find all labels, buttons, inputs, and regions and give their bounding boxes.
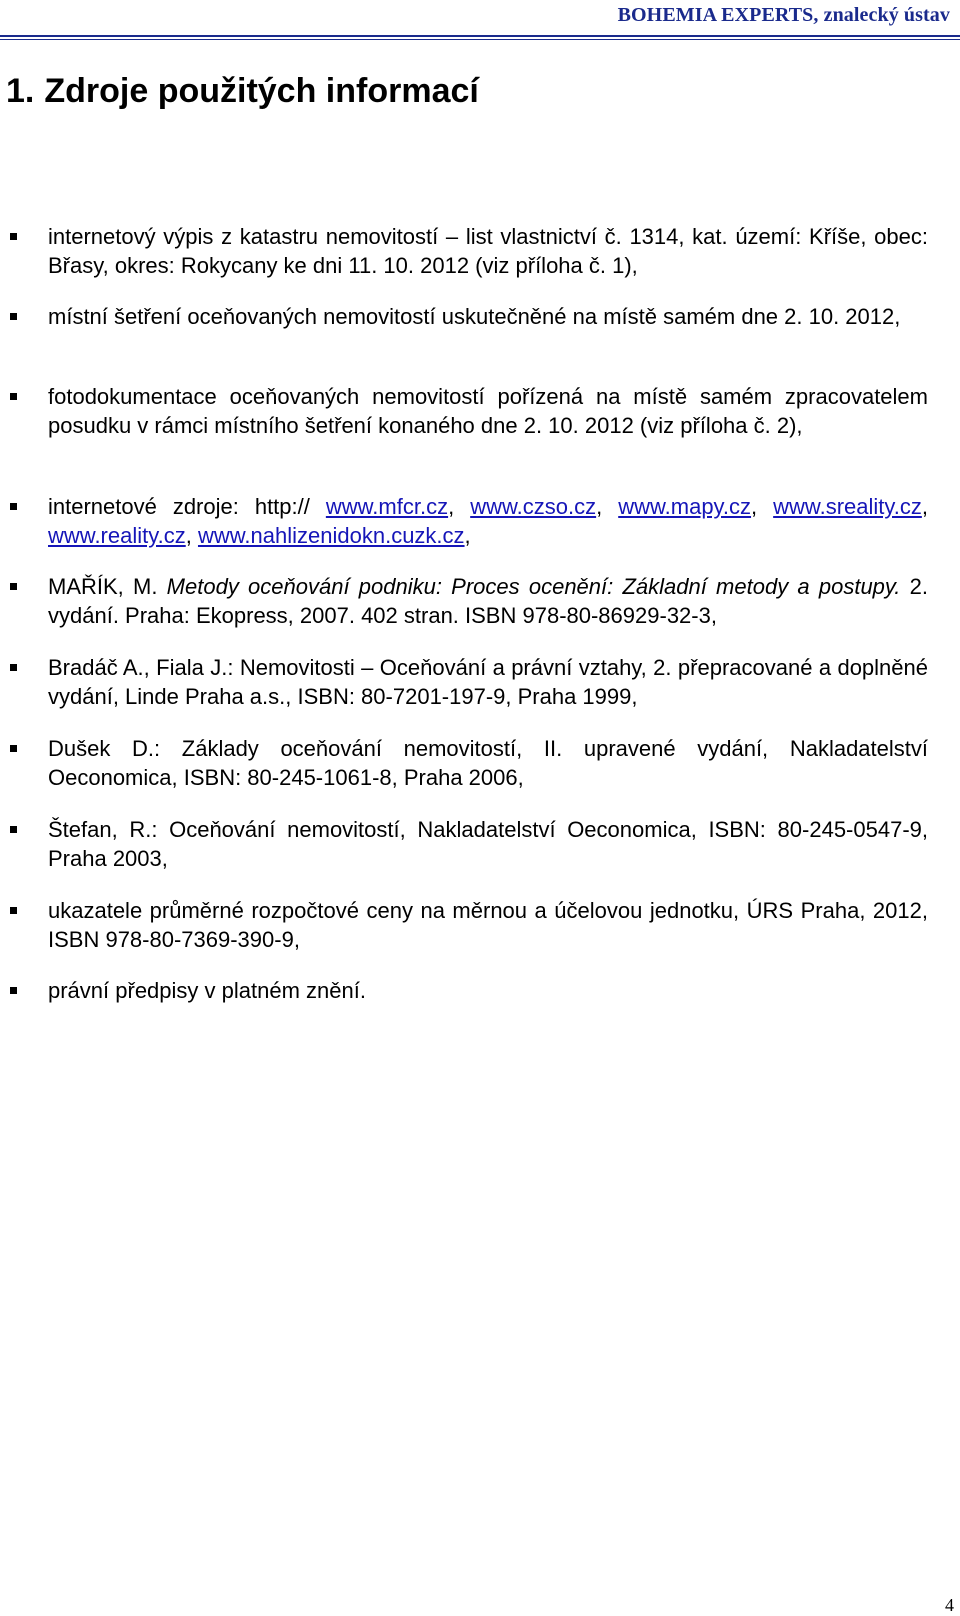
document-header: BOHEMIA EXPERTS, znalecký ústav xyxy=(617,4,950,26)
bullet-icon xyxy=(10,987,17,994)
link-nahlizenidokn[interactable]: www.nahlizenidokn.cuzk.cz xyxy=(197,523,465,548)
list-item xyxy=(48,976,928,1005)
section-title xyxy=(6,72,479,111)
list-item-text: fotodokumentace oceňovaných nemovitostí pořízená na místě samém zpracovatelem posudku v rámci místního šetření konaného dne 2. 10. 2012 (viz příloha č. 2), xyxy=(48,384,928,438)
list-item xyxy=(48,653,928,711)
list-item-text: internetový výpis z katastru nemovitostí – list vlastnictví č. 1314, kat. území: Kříše, obec: Břasy, okres: Rokycany ke dni 11. 10. 2012 (viz příloha č. 1), xyxy=(48,224,928,278)
section-title-text: Zdroje použitých informací xyxy=(44,72,479,110)
link-mapy[interactable]: www.mapy.cz xyxy=(618,494,752,519)
link-sreality[interactable]: www.sreality.cz xyxy=(773,494,922,519)
bullet-icon xyxy=(10,745,17,752)
bullet-icon xyxy=(10,826,17,833)
citation-title: Metody oceňování podniku: Proces ocenění: Základní metody a postupy. xyxy=(166,574,901,599)
list-item xyxy=(48,734,928,792)
link-reality[interactable]: www.reality.cz xyxy=(48,523,186,548)
list-item-text: právní předpisy v platném znění. xyxy=(48,978,366,1003)
bullet-icon xyxy=(10,907,17,914)
list-item-text: místní šetření oceňovaných nemovitostí uskutečněné na místě samém dne 2. 10. 2012, xyxy=(48,304,901,329)
header-rule xyxy=(0,35,960,37)
list-item-text: Bradáč A., Fiala J.: Nemovitosti – Oceňování a právní vztahy, 2. přepracované a doplněné vydání, Linde Praha a.s., ISBN: 80-7201-197-9, Praha 1999, xyxy=(48,655,928,709)
list-item xyxy=(48,382,928,440)
bullet-icon xyxy=(10,503,17,510)
list-item-text: Štefan, R.: Oceňování nemovitostí, Nakladatelství Oeconomica, ISBN: 80-245-0547-9, Praha 2003, xyxy=(48,817,928,871)
bullet-icon xyxy=(10,313,17,320)
list-item xyxy=(48,302,928,331)
list-item-text: ukazatele průměrné rozpočtové ceny na měrnou a účelovou jednotku, ÚRS Praha, 2012, ISBN 978-80-7369-390-9, xyxy=(48,898,928,952)
list-item-text: Dušek D.: Základy oceňování nemovitostí, II. upravené vydání, Nakladatelství Oeconomica, ISBN: 80-245-1061-8, Praha 2006, xyxy=(48,736,928,790)
header-rule-thin xyxy=(0,39,960,40)
list-item xyxy=(48,572,928,630)
page-number: 4 xyxy=(945,1595,954,1615)
citation-author: MAŘÍK, M. xyxy=(48,574,158,599)
bullet-icon xyxy=(10,233,17,240)
list-item: internetové zdroje: http:// www.mfcr.cz, www.czso.cz, www.mapy.cz, www.sreality.cz, www.reality.cz, www.nahlizenidokn.cuzk.cz, xyxy=(48,492,928,550)
list-item xyxy=(48,222,928,280)
bullet-icon xyxy=(10,393,17,400)
list-item xyxy=(48,815,928,873)
list-item xyxy=(48,896,928,954)
citation-details: 2. vydání. Praha: Ekopress, 2007. 402 stran. ISBN 978-80-86929-32-3, xyxy=(48,574,928,628)
bullet-icon xyxy=(10,583,17,590)
link-czso[interactable]: www.czso.cz xyxy=(470,494,597,519)
sources-prefix: internetové zdroje: http:// xyxy=(48,494,310,519)
section-number: 1. xyxy=(6,72,35,110)
bullet-icon xyxy=(10,664,17,671)
link-mfcr[interactable]: www.mfcr.cz xyxy=(325,494,449,519)
